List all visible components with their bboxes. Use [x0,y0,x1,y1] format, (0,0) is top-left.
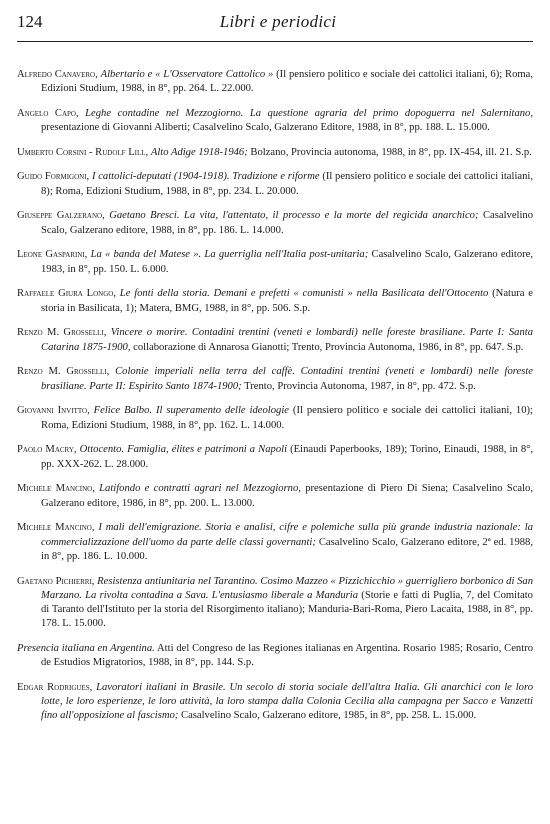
book-entry-presencia-italiana [17,642,533,670]
entry-details: collaborazione di Annarosa Gianotti; Trento, Provincia Autonoma, 1986, in 8°, pp. 647. S.p. [133,341,524,353]
page-number: 124 [17,12,43,31]
book-entry-macry [17,443,533,471]
entry-title: La « banda del Matese ». La guerriglia nell'Italia post-unitaria; [90,249,369,261]
entry-author: Raffaele Giura Longo, [17,288,116,300]
page-header [17,8,539,38]
entry-details: (Natura e storia in Basilicata, 1); Matera, BMG, 1988, in 8°, pp. 506. S.p. [41,288,533,314]
entry-details: Casalvelino Scalo, Galzerano editore, 1988, in 8°, pp. 186. L. 14.000. [41,210,533,236]
entry-author: Michele Mancino, [17,483,95,495]
entry-author: Umberto Corsini - Rudolf Lill, [17,146,149,158]
entry-title: Gaetano Bresci. La vita, l'attentato, il processo e la morte del regicida anarchico; [109,210,479,222]
book-list [17,57,533,733]
entry-details: (Il pensiero politico e sociale dei cattolici italiani, 6); Roma, Edizioni Studium, 1988, in 8°, pp. 264. L. 22.000. [41,68,533,94]
entry-details: Atti del Congreso de las Regiones italianas en Argentina. Rosario 1985; Rosario, Centro de Estudios Migratorios, 1988, in 8°, pp. 144. S.p. [41,643,533,669]
entry-author: Giovanni Invitto, [17,405,90,417]
entry-author: Angelo Capo, [17,107,79,119]
book-entry-galzerano [17,209,533,237]
book-entry-grosselli-2 [17,365,533,393]
entry-title: Ottocento. Famiglia, élites e patrimoni a Napoli [79,444,288,456]
entry-title: Felice Balbo. Il superamento delle ideologie [93,405,289,417]
entry-author: Renzo M. Grosselli, [17,366,110,378]
entry-details: Casalvelino Scalo, Galzerano editore, 1983, in 8°, pp. 150. L. 6.000. [41,249,533,275]
entry-title: Presencia italiana en Argentina. [17,643,155,654]
entry-author: Renzo M. Grosselli, [17,327,107,339]
book-entry-grosselli-1 [17,326,533,354]
entry-title: Alto Adige 1918-1946; [150,146,248,158]
entry-details: Casalvelino Scalo, Galzerano editore, 2ª ed. 1988, in 8°, pp. 186. L. 10.000. [41,536,533,562]
running-title: Libri e periodici [219,12,337,31]
entry-author: Gaetano Pichierri, [17,575,95,587]
header-rule [17,41,533,42]
entry-title: Colonie imperiali nella terra del caffè. Contadini trentini (veneti e lombardi) nelle foreste brasiliane. Parte II: Espirito Santo 1874-1900; [41,366,533,392]
entry-details: (Einaudi Paperbooks, 189); Torino, Einaudi, 1988, in 8°, pp. XXX-262. L. 28.000. [41,444,534,470]
book-entry-mancino-2 [17,521,533,564]
entry-author: Alfredo Canavero, [17,68,98,80]
entry-details: (Il pensiero politico e sociale dei cattolici italiani, 8); Roma, Edizioni Studium, 1988, in 8°, pp. 234. L. 20.000. [41,171,533,197]
entry-details: Bolzano, Provincia autonoma, 1988, in 8°, pp. IX-454, ill. 21. S.p. [250,146,532,158]
book-entry-rodrigues [17,681,533,724]
book-entry-mancino-1 [17,482,533,510]
book-entry-pichierri [17,575,533,632]
entry-details: Casalvelino Scalo, Galzerano editore, 1985, in 8°, pp. 258. L. 15.000. [181,710,477,722]
entry-title: I mali dell'emigrazione. Storia e analisi, cifre e polemiche sulla più grande industria nazionale: la commercializzazione dell'uomo da parte delle classi governanti; [41,522,533,548]
book-entry-capo [17,107,533,135]
entry-details: Trento, Provincia Autonoma, 1987, in 8°, pp. 472. S.p. [244,380,476,392]
entry-title: Leghe contadine nel Mezzogiorno. La questione agraria del primo dopoguerra nel Salernitano, [85,107,534,119]
book-entry-gasparini [17,248,533,276]
entry-author: Giuseppe Galzerano, [17,210,105,222]
entry-author: Michele Mancino, [17,522,95,534]
book-entry-corsini-lill [17,146,533,160]
entry-author: Paolo Macry, [17,444,77,456]
entry-title: Lavoratori italiani in Brasile. Un secolo di storia sociale dell'altra Italia. Gli anarchici con le loro lotte, le loro esperienze, le loro attività, la loro stampa dalla Colonia Cecilia alla campagna per Sacco e Vanzetti fino all'opposizione al fascismo; [41,682,533,722]
entry-author: Leone Gasparini, [17,249,88,261]
entry-details: presentazione di Piero Di Siena; Casalvelino Scalo, Galzerano editore, 1986, in 8°, pp. 200. L. 13.000. [41,483,533,509]
entry-title: Vincere o morire. Contadini trentini (veneti e lombardi) nelle foreste brasiliane. Parte I: Santa Catarina 1875-1900, [41,327,534,353]
entry-title: Albertario e « L'Osservatore Cattolico » [100,68,274,80]
book-entry-invitto [17,404,533,432]
entry-title: I cattolici-deputati (1904-1918). Tradizione e riforme [91,171,320,183]
book-entry-formigoni [17,170,533,198]
book-entry-giura-longo [17,287,533,315]
entry-details: (Storie e fatti di Puglia, 7, del Comitato di Taranto dell'Istituto per la storia del Risorgimento italiano); Manduria-Bari-Roma, Piero Lacaita, 1988, in 8°, pp. 178. L. 15.000. [41,589,533,630]
book-entry-canavero [17,68,533,96]
entry-author: Guido Formigoni, [17,171,90,183]
entry-details: presentazione di Giovanni Aliberti; Casalvelino Scalo, Galzerano Editore, 1988, in 8°, pp. 188. L. 15.000. [41,121,490,133]
entry-title: Resistenza antiunitaria nel Tarantino. Cosimo Mazzeo « Pizzichicchio » guerrigliero borbonico di San Marzano. La rivolta contadina a Sava. L'entusiasmo liberale a Manduria [41,575,533,601]
entry-title: Latifondo e contratti agrari nel Mezzogiorno, [99,483,301,495]
entry-title: Le fonti della storia. Demani e prefetti « comunisti » nella Basilicata dell'Ottocento [119,288,489,300]
entry-details: (Il pensiero politico e sociale dei cattolici italiani, 10); Roma, Edizioni Studium, 1988, in 8°, pp. 162. L. 14.000. [41,405,533,431]
entry-author: Edgar Rodrigues, [17,682,93,693]
